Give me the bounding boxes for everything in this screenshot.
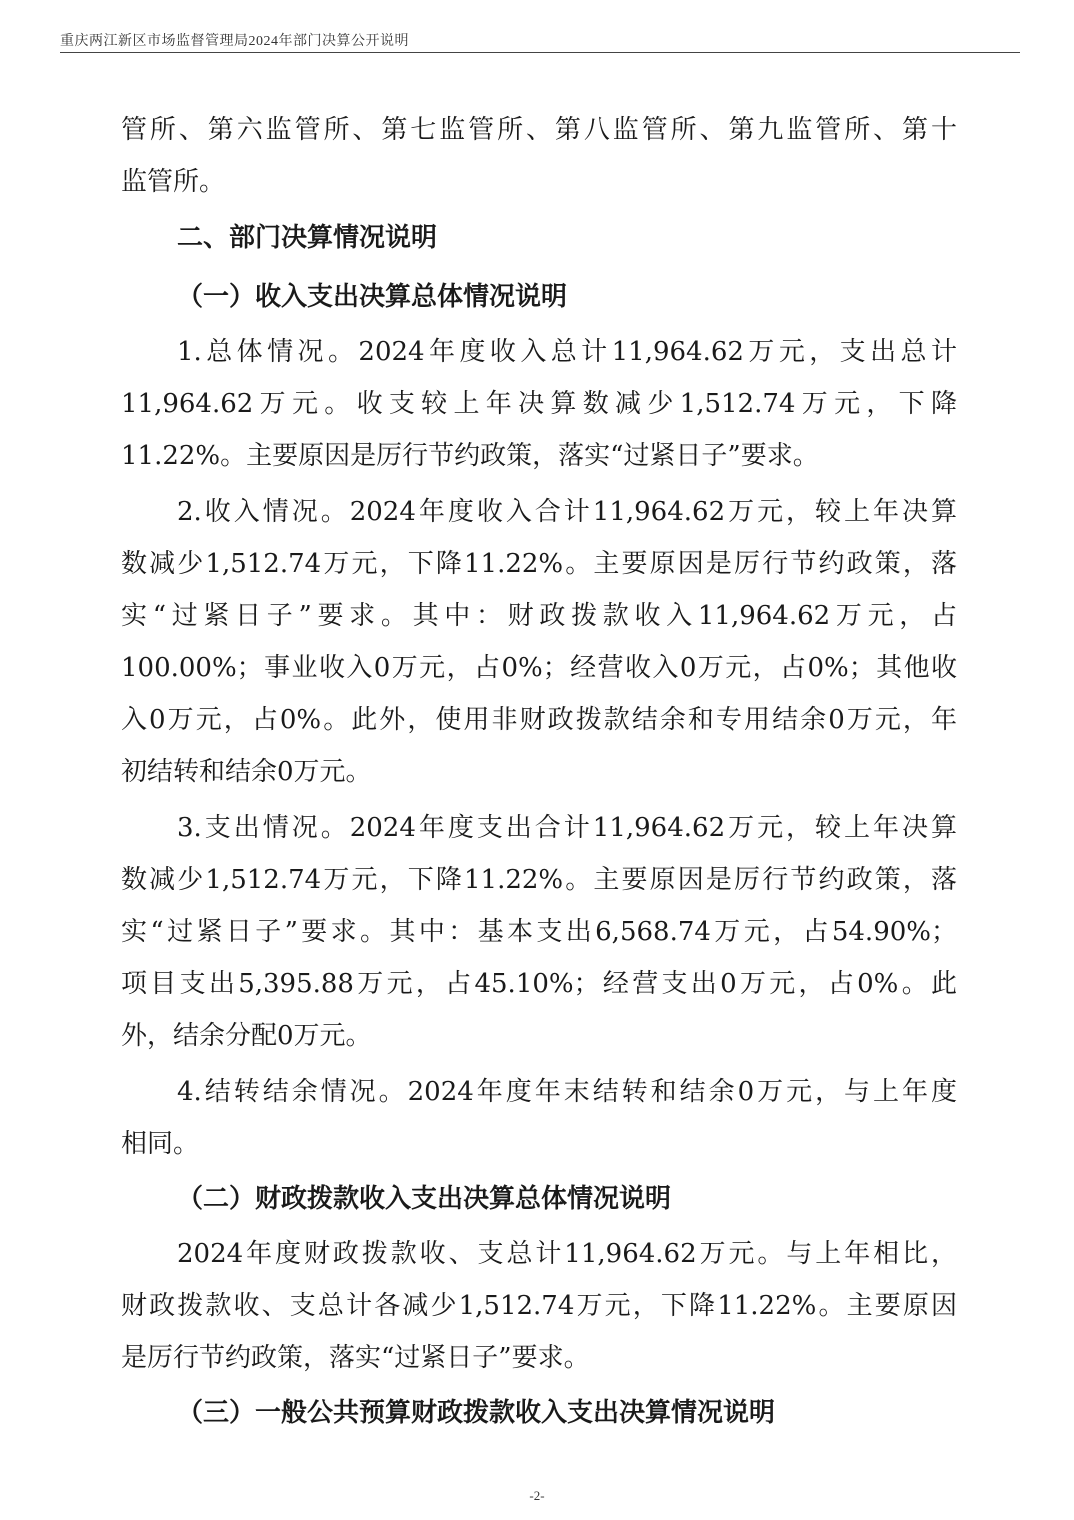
paragraph-line: 数减少1,512.74万元，下降11.22%。主要原因是厉行节约政策，落 — [121, 865, 957, 895]
paragraph-line: 是厉行节约政策，落实“过紧日子”要求。 — [121, 1343, 590, 1373]
document-body — [121, 104, 957, 1442]
paragraph-line: 数减少1,512.74万元，下降11.22%。主要原因是厉行节约政策，落 — [121, 549, 957, 579]
paragraph-line: 1.总体情况。2024年度收入总计11,964.62万元，支出总计 — [177, 337, 957, 367]
paragraph-line: 项目支出5,395.88万元，占45.10%；经营支出0万元，占0%。此 — [121, 969, 957, 999]
paragraph-line: 入0万元，占0%。此外，使用非财政拨款结余和专用结余0万元，年 — [121, 705, 957, 735]
paragraph-line: 3.支出情况。2024年度支出合计11,964.62万元，较上年决算 — [177, 813, 957, 843]
paragraph-line: 初结转和结余0万元。 — [121, 757, 372, 787]
paragraph-line: 管所、第六监管所、第七监管所、第八监管所、第九监管所、第十 — [121, 115, 957, 145]
paragraph-line: 监管所。 — [121, 167, 226, 197]
paragraph-line: 实“过紧日子”要求。其中：财政拨款收入11,964.62万元，占 — [121, 601, 957, 631]
header-divider — [60, 52, 1020, 53]
paragraph-line: 4.结转结余情况。2024年度年末结转和结余0万元，与上年度 — [177, 1077, 957, 1107]
subsection-heading: （一）收入支出决算总体情况说明 — [177, 282, 568, 312]
paragraph-line: 2024年度财政拨款收、支总计11,964.62万元。与上年相比， — [177, 1239, 957, 1269]
paragraph-line: 财政拨款收、支总计各减少1,512.74万元，下降11.22%。主要原因 — [121, 1291, 957, 1321]
paragraph-line: 实“过紧日子”要求。其中：基本支出6,568.74万元，占54.90%； — [121, 917, 957, 947]
paragraph-line: 11.22%。主要原因是厉行节约政策，落实“过紧日子”要求。 — [121, 441, 819, 471]
subsection-heading: （三）一般公共预算财政拨款收入支出决算情况说明 — [177, 1398, 776, 1428]
page-header-title: 重庆两江新区市场监督管理局2024年部门决算公开说明 — [60, 34, 409, 49]
section-heading: 二、部门决算情况说明 — [177, 223, 438, 253]
paragraph-line: 相同。 — [121, 1129, 200, 1159]
paragraph-line: 2.收入情况。2024年度收入合计11,964.62万元，较上年决算 — [177, 497, 957, 527]
page-number: -2- — [529, 1488, 545, 1503]
paragraph-line: 11,964.62万元。收支较上年决算数减少1,512.74万元，下降 — [121, 389, 957, 419]
subsection-heading: （二）财政拨款收入支出决算总体情况说明 — [177, 1184, 672, 1214]
paragraph-line: 100.00%；事业收入0万元，占0%；经营收入0万元，占0%；其他收 — [121, 653, 957, 683]
paragraph-line: 外，结余分配0万元。 — [121, 1021, 372, 1051]
